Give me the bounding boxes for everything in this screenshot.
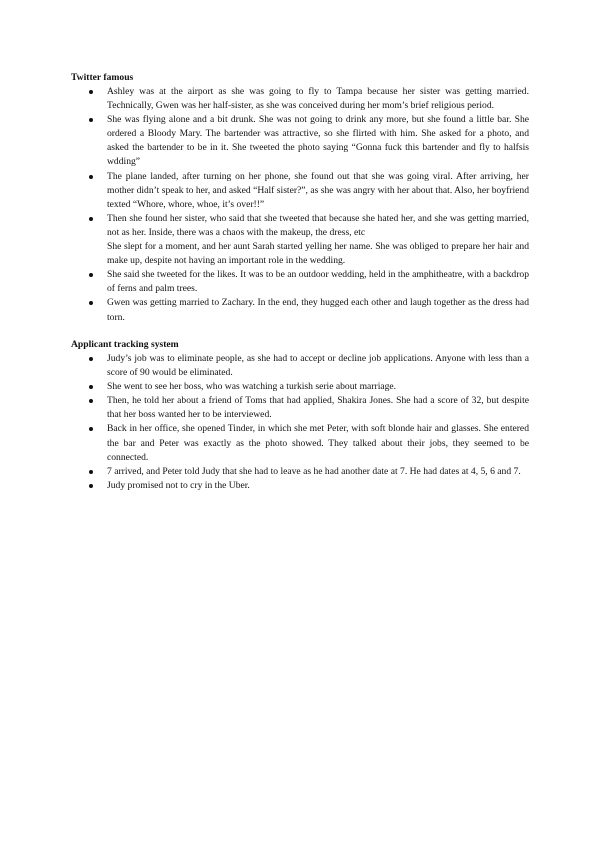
bullet-list [71,85,529,325]
list-item-text: Then she found her sister, who said that she tweeted that because she hated her, and she was getting married, not as her. Inside, there was a chaos with the makeup, the dress, etc [107,212,529,238]
list-item [71,296,529,324]
list-item-text: She was flying alone and a bit drunk. She was not going to drink any more, but she found a little bar. She ordered a Bloody Mary. The bartender was attractive, so she flirted with him. She asked for a photo, and asked the bartender to be in it. She tweeted the photo saying “Gonna fuck this bartender and fly to halfsis wdding” [107,114,529,168]
list-item-text: Then, he told her about a friend of Toms that had applied, Shakira Jones. She had a score of 32, but despite that her boss wanted her to be interviewed. [107,395,529,421]
bullet-icon [89,273,93,277]
list-item-continuation: She slept for a moment, and her aunt Sarah started yelling her name. She was obliged to prepare her hair and make up, despite not having an important role in the wedding. [107,241,529,267]
list-item-text: She said she tweeted for the likes. It was to be an outdoor wedding, held in the amphitheatre, with a backdrop of ferns and palm trees. [107,269,529,295]
section-twitter-famous [71,71,529,325]
list-item [71,113,529,169]
bullet-icon [89,427,93,431]
bullet-icon [89,484,93,488]
list-item [71,465,529,479]
section-applicant-tracking-system [71,338,529,493]
list-item-text: Ashley was at the airport as she was going to fly to Tampa because her sister was getting married. Technically, Gwen was her half-sister, as she was conceived during her mom’s brief religious period. [107,86,529,112]
list-item-text: Back in her office, she opened Tinder, in which she met Peter, with soft blonde hair and glasses. She entered the bar and Peter was exactly as the photo showed. They talked about their jobs, they seemed to be connected. [107,423,529,463]
list-item [71,170,529,212]
list-item [71,394,529,422]
bullet-icon [89,301,93,305]
list-item [71,268,529,296]
bullet-list [71,352,529,493]
list-item-text: She went to see her boss, who was watching a turkish serie about marriage. [107,381,397,393]
list-item [71,422,529,464]
list-item-text: Gwen was getting married to Zachary. In the end, they hugged each other and laugh together as the dress had torn. [107,297,529,323]
bullet-icon [89,357,93,361]
section-heading: Twitter famous [71,72,134,83]
section-heading: Applicant tracking system [71,339,179,350]
list-item [71,352,529,380]
bullet-icon [89,175,93,179]
list-item [71,479,529,493]
list-item-text: Judy promised not to cry in the Uber. [107,479,250,491]
bullet-icon [89,118,93,122]
bullet-icon [89,470,93,474]
list-item [71,380,529,394]
list-item-text: 7 arrived, and Peter told Judy that she had to leave as he had another date at 7. He had dates at 4, 5, 6 and 7. [107,465,521,477]
list-item [71,85,529,113]
bullet-icon [89,399,93,403]
list-item-text: The plane landed, after turning on her phone, she found out that she was going viral. After arriving, her mother didn’t speak to her, and asked “Half sister?”, as she was angry with her about that. Also, her boyfriend texted “Whore, whore, whoe, it’s over!!” [107,170,529,210]
bullet-icon [89,385,93,389]
list-item [71,212,529,268]
list-item-text: Judy’s job was to eliminate people, as she had to accept or decline job applications. Anyone with less than a score of 90 would be eliminated. [107,353,529,379]
bullet-icon [89,90,93,94]
bullet-icon [89,217,93,221]
